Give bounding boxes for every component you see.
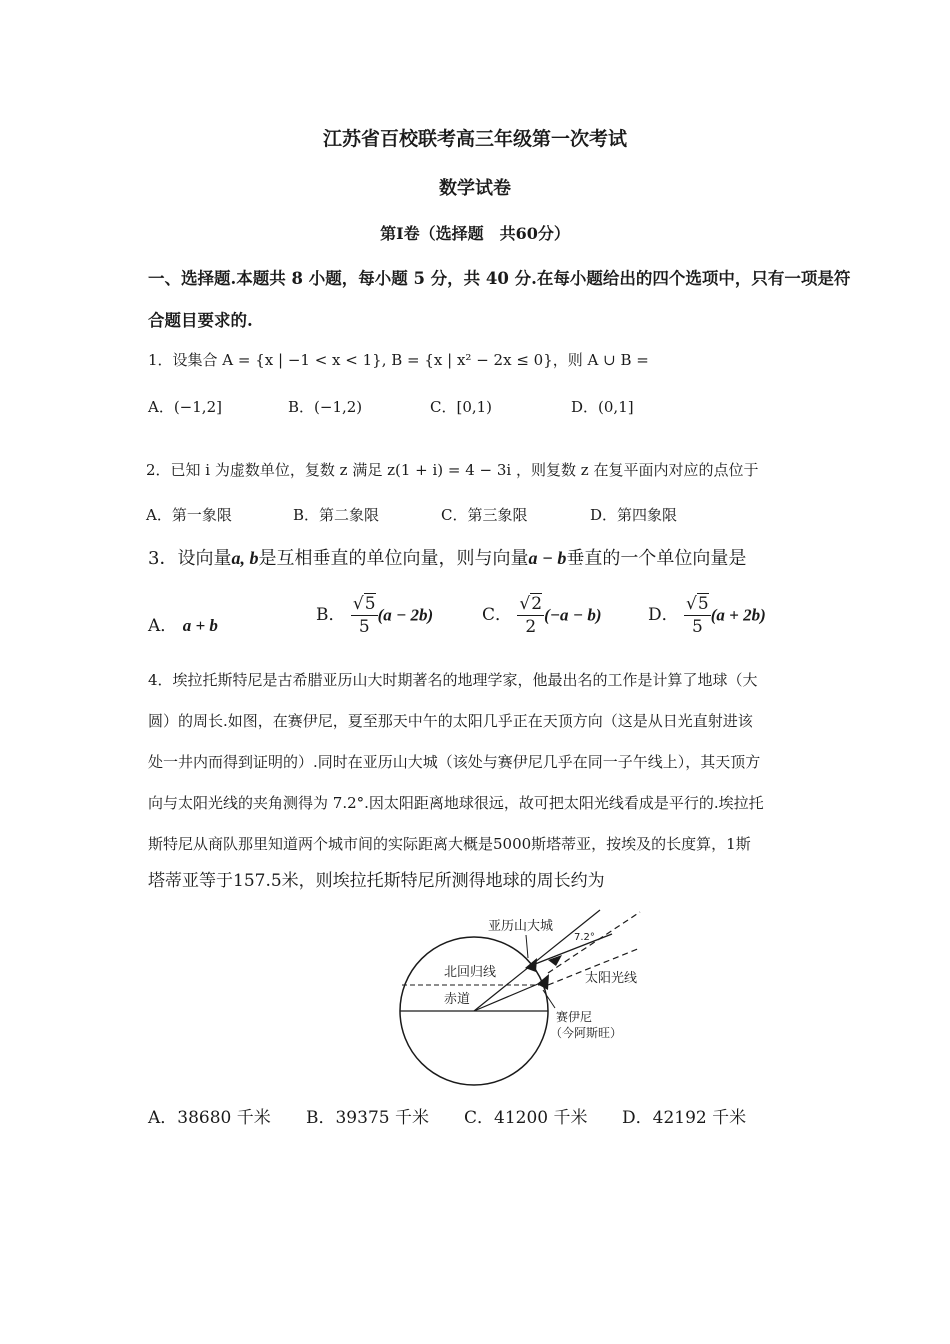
option-a-label: A． bbox=[148, 616, 178, 636]
question-3-stem bbox=[148, 544, 746, 570]
question-4-line-1: 4．埃拉托斯特尼是古希腊亚历山大时期著名的地理学家，他最出名的工作是计算了地球（大 bbox=[148, 671, 758, 689]
question-1-stem: 1．设集合 A = {x | −1 < x < 1}, B = {x | x² − 2x ≤ 0}，则 A ∪ B = bbox=[148, 351, 649, 369]
question-1-option-d: D．(0,1] bbox=[571, 398, 634, 416]
exam-part: 第Ⅰ卷（选择题 共60分） bbox=[380, 224, 570, 243]
option-c-denominator: 2 bbox=[525, 617, 537, 637]
option-d-radicand: 5 bbox=[697, 594, 709, 614]
label-equator: 赤道 bbox=[444, 992, 471, 1007]
option-b-fraction: $\frac{√5}{5}$ bbox=[352, 594, 376, 637]
question-3-option-b bbox=[316, 593, 433, 638]
question-2-stem: 2．已知 i 为虚数单位，复数 z 满足 z(1 + i) = 4 − 3i ，则复数 z 在复平面内对应的点位于 bbox=[146, 461, 759, 479]
question-3-vectors: a, b bbox=[231, 548, 259, 568]
question-4-line-5: 斯特尼从商队那里知道两个城市间的实际距离大概是5000斯塔蒂亚，按埃及的长度算，1斯 bbox=[148, 835, 751, 853]
option-d-denominator: 5 bbox=[691, 617, 703, 637]
question-3-stem-mid: 是互相垂直的单位向量，则与向量 bbox=[258, 548, 529, 569]
option-b-radicand: 5 bbox=[364, 594, 376, 614]
alexandria-leader bbox=[526, 935, 528, 958]
question-4-option-a: A．38680 千米 bbox=[148, 1108, 271, 1128]
question-4-option-b: B．39375 千米 bbox=[306, 1108, 429, 1128]
option-c-label: C． bbox=[482, 605, 513, 625]
section-instructions-line2: 合题目要求的. bbox=[148, 311, 253, 330]
question-4-line-2: 圆）的周长.如图，在赛伊尼，夏至那天中午的太阳几乎正在天顶方向（这是从日光直射进该 bbox=[148, 712, 753, 730]
label-tropic: 北回归线 bbox=[444, 965, 497, 980]
label-angle: 7.2° bbox=[574, 932, 595, 943]
question-4-line-3: 处一井内而得到证明的）.同时在亚历山大城（该处与赛伊尼几乎在同一子午线上），其天顶方 bbox=[148, 753, 761, 771]
question-1-option-b: B．(−1,2) bbox=[288, 398, 363, 416]
option-a-expression: a + b bbox=[182, 616, 218, 635]
label-syene: 赛伊尼 bbox=[556, 1010, 593, 1024]
question-3-expression: a − b bbox=[528, 548, 567, 568]
option-b-denominator: 5 bbox=[358, 617, 370, 637]
label-aswan: （今阿斯旺） bbox=[550, 1026, 623, 1040]
question-2-option-b: B．第二象限 bbox=[293, 506, 380, 524]
option-d-expression: (a + 2b) bbox=[710, 605, 766, 625]
question-4-option-d: D．42192 千米 bbox=[622, 1108, 747, 1128]
question-2-option-c: C．第三象限 bbox=[441, 506, 528, 524]
question-3-stem-suffix: 垂直的一个单位向量是 bbox=[566, 548, 747, 569]
sun-ray-to-alexandria bbox=[530, 934, 612, 966]
question-4-line-6: 塔蒂亚等于157.5米，则埃拉托斯特尼所测得地球的周长约为 bbox=[148, 871, 605, 891]
option-d-label: D． bbox=[648, 605, 679, 625]
question-4-line-4: 向与太阳光线的夹角测得为 7.2°.因太阳距离地球很远，故可把太阳光线看成是平行的.埃拉托 bbox=[148, 794, 764, 812]
earth-diagram bbox=[380, 895, 680, 1095]
exam-subject: 数学试卷 bbox=[439, 178, 511, 199]
question-3-option-d bbox=[648, 593, 766, 638]
section-instructions-line1: 一、选择题.本题共 8 小题，每小题 5 分，共 40 分.在每小题给出的四个选项中，只有一项是符 bbox=[148, 269, 851, 288]
question-4-option-c: C．41200 千米 bbox=[464, 1108, 588, 1128]
option-b-label: B． bbox=[316, 605, 346, 625]
option-b-expression: (a − 2b) bbox=[377, 605, 434, 625]
question-2-option-d: D．第四象限 bbox=[590, 506, 678, 524]
question-2-option-a: A．第一象限 bbox=[146, 506, 232, 524]
option-c-fraction: $\frac{√2}{2}$ bbox=[519, 594, 543, 637]
question-3-option-a bbox=[148, 611, 218, 636]
question-1-option-a: A．(−1,2] bbox=[148, 398, 222, 416]
option-c-radicand: 2 bbox=[531, 594, 543, 614]
option-c-expression: (−a − b) bbox=[544, 605, 602, 625]
label-sunlight: 太阳光线 bbox=[585, 971, 638, 986]
syene-leader bbox=[543, 990, 555, 1008]
question-3-stem-prefix: 3．设向量 bbox=[148, 548, 232, 569]
label-alexandria: 亚历山大城 bbox=[488, 919, 554, 934]
exam-title: 江苏省百校联考高三年级第一次考试 bbox=[322, 128, 627, 150]
question-3-option-c bbox=[482, 593, 602, 638]
question-1-option-c: C．[0,1) bbox=[430, 398, 493, 416]
option-d-fraction: $\frac{√5}{5}$ bbox=[686, 594, 709, 637]
